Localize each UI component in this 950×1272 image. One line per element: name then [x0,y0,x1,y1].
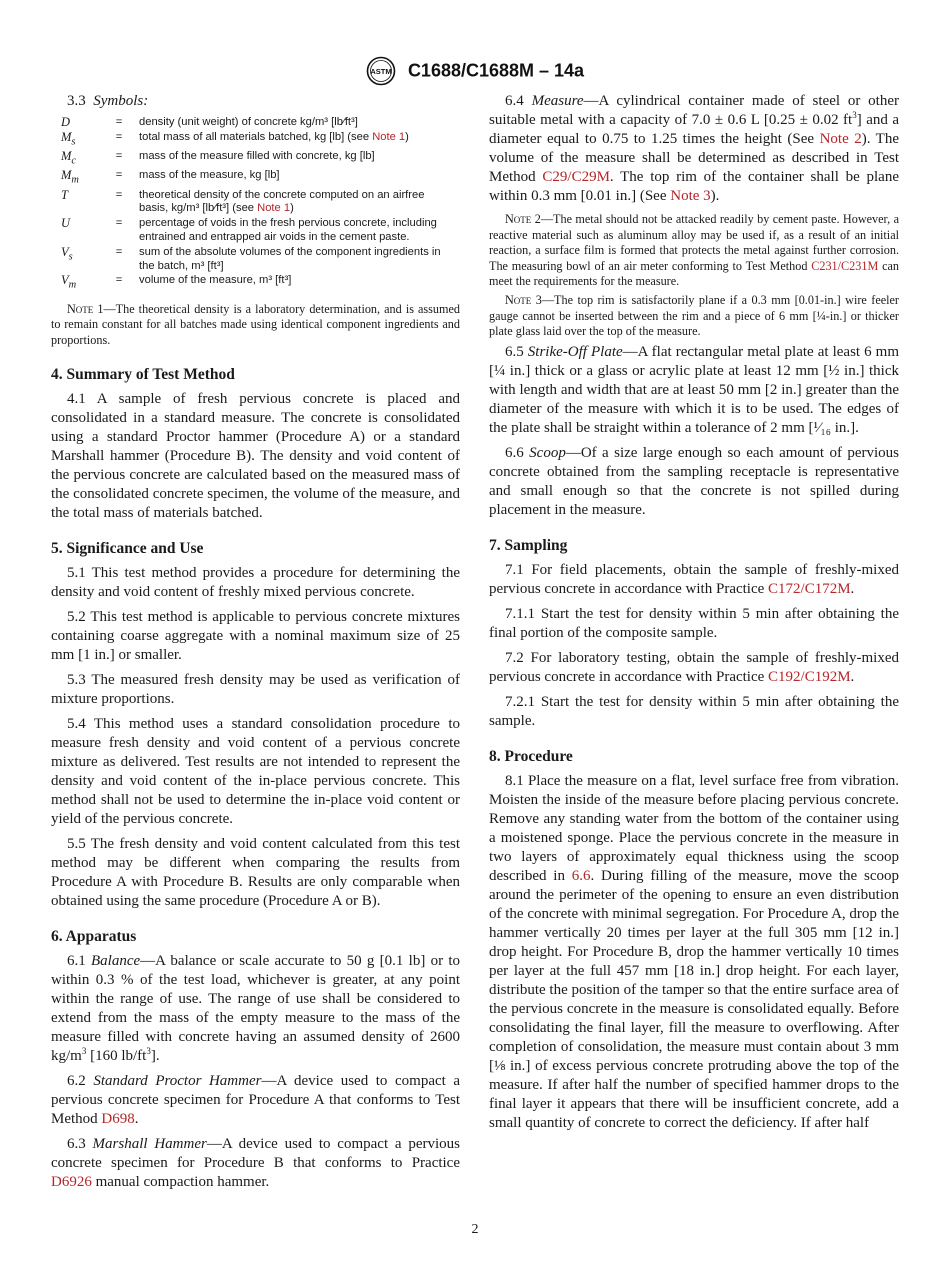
note-2-link[interactable]: Note 2 [819,131,862,147]
section-7-heading: 7. Sampling [489,536,568,554]
section-6-heading: 6. Apparatus [51,927,137,945]
paragraph-5-3: 5.3 The measured fresh density may be used as verification of mixture proportions. [51,671,460,707]
note-2: Note 2—The metal should not be attacked readily by cement paste. However, a reactive material such as aluminum alloy may be used if, as a result of an initial reaction, a surface film is formed that protects the metal against further corrosion. The measuring bowl of an air meter conforming to Test Method C231/C231M can meet the requirements for the measure. [489,212,900,289]
paragraph-7-2: 7.2 For laboratory testing, obtain the sample of freshly-mixed pervious concrete in accordance with Practice C192/C192M. [489,649,899,685]
note-1: Note 1—The theoretical density is a laboratory determination, and is assumed to remain constant for all batches made using identical component ingredients and proportions. [51,301,460,347]
symbol-row: U = percentage of voids in the fresh pervious concrete, including entrained and entrapped air voids in the cement paste. [61,216,437,244]
astm-logo-icon [366,56,396,86]
paragraph-7-2-1: 7.2.1 Start the test for density within 5 min after obtaining the sample. [489,693,899,729]
paragraph-6-1: 6.1 Balance—A balance or scale accurate to 50 g [0.1 lb] or to within 0.3 % of the test load, whichever is greater, at any point within the range of use. The range of use shall be considered to extend from the mass of the empty measure to the mass of the measure filled with concrete having an assumed density of 2600 $kg/m^3$ [160 $lb/ft^3$]. [51,952,461,1064]
left-column [51,92,460,1198]
symbol-row: D = density (unit weight) of concrete kg/m³ [lb⁄ft³] [61,115,358,129]
page-header [0,56,950,86]
c192-link[interactable]: C192/C192M [768,668,851,685]
d6926-link[interactable]: D6926 [51,1173,92,1190]
symbols-title: 3.3 Symbols: [67,93,149,109]
paragraph-6-6: 6.6 Scoop—Of a size large enough so each amount of pervious concrete obtained from the sampling receptacle is representative and small enough so that the concrete is not spilled during placement in the measure. [489,444,899,518]
c172-link[interactable]: C172/C172M [768,580,851,597]
paragraph-6-4: 6.4 Measure—A cylindrical container made of steel or other suitable metal with a capacity of 7.0 ± 0.6 L [0.25 ± 0.02 $ft^3$] and a diameter equal to 0.75 to 1.25 times the height (See Note 2). The volume of the measure shall be determined as described in Test Method C29/C29M. The top rim of the container shall be plane within 0.3 mm [0.01 in.] (See Note 3). [489,93,899,204]
standard-designation: C1688/C1688M – 14a [407,60,585,81]
symbol-row: $V_s$ = sum of the absolute volumes of the component ingredients in the batch, m³ [ft³] [61,244,441,272]
paragraph-6-3: 6.3 Marshall Hammer—A device used to compact a pervious concrete specimen for Procedure B that conforms to Practice D6926 manual compaction hammer. [51,1135,461,1190]
symbol-row: $M_c$ = mass of the measure filled with concrete, kg [lb] [61,149,375,167]
paragraph-5-4: 5.4 This method uses a standard consolidation procedure to measure fresh density and void content of a pervious concrete mixture as delivered. Test results are not intended to represent the density and void content of the in-place pervious concrete. This method shall not be used to determine the in-place void content or yield of the pervious concrete. [51,715,460,827]
section-5-heading: 5. Significance and Use [51,539,204,557]
symbol-row: $M_s$ = total mass of all materials batched, kg [lb] (see Note 1) [61,129,409,148]
page-number: 2 [471,1222,479,1237]
section-8-heading: 8. Procedure [489,747,573,765]
symbol-row: $M_m$ = mass of the measure, kg [lb] [61,168,280,186]
paragraph-7-1: 7.1 For field placements, obtain the sample of freshly-mixed pervious concrete in accordance with Practice C172/C172M. [489,561,899,597]
paragraph-4-1: 4.1 A sample of fresh pervious concrete is placed and consolidated in a standard measure. The concrete is consolidated using a standard Proctor hammer (Procedure A) or a standard Marshall hammer (Procedure B). The density and void content of the pervious concrete are calculated based on the measured mass of the consolidated concrete specimen, the volume of the measure, and the total mass of materials batched. [51,390,460,521]
note-1-link[interactable]: Note 1 [372,130,406,143]
section-6-6-link[interactable]: 6.6 [571,867,591,884]
symbols-table [61,116,456,294]
note-3: Note 3—The top rim is satisfactorily plane if a 0.3 mm [0.01-in.] wire feeler gauge cannot be inserted between the rim and a piece of 6 mm [¼-in.] or thicker plate glass laid over the top of the measure. [489,292,899,339]
d698-link[interactable]: D698 [101,1110,135,1127]
note-1-link[interactable]: Note 1 [257,202,291,215]
section-4-heading: 4. Summary of Test Method [51,365,235,383]
right-column [489,92,899,1139]
paragraph-5-2: 5.2 This test method is applicable to pervious concrete mixtures containing coarse aggregate with a nominal maximum size of 25 mm [1 in.] or smaller. [51,608,460,663]
note-3-link[interactable]: Note 3 [670,188,711,204]
symbol-row: T = theoretical density of the concrete computed on an airfree basis, kg/m³ [lb⁄ft³] (see Note 1) [61,187,425,215]
paragraph-5-1: 5.1 This test method provides a procedure for determining the density and void content of freshly mixed pervious concrete. [51,564,460,600]
paragraph-6-5: 6.5 Strike-Off Plate—A flat rectangular metal plate at least 6 mm [¼ in.] thick or a glass or acrylic plate at least 12 mm [½ in.] thick with length and width that are at least 50 mm [2 in.] greater than the diameter of the measure with which it is to be used. The edges of the plate shall be straight within a tolerance of 2 mm [¹⁄₁₆ in.]. [489,343,899,436]
paragraph-8-1: 8.1 Place the measure on a flat, level surface free from vibration. Moisten the inside of the measure before placing pervious concrete. Remove any standing water from the bottom of the container using a moistened sponge. Place the pervious concrete in the measure in two layers of approximately equal thickness using the scoop described in 6.6. During filling of the measure, move the scoop around the perimeter of the opening to ensure an even distribution of the concrete with minimal segregation. For Procedure A, drop the hammer vertically 20 times per layer at the full 305 mm [12 in.] drop height. For Procedure B, drop the hammer vertically 10 times per layer at the full 457 mm [18 in.] drop height. For each layer, distribute the position of the tamper so that the entire surface area of the pervious concrete in the measure is consolidated equally. Before consolidating the final layer, fill the measure to overflowing. After completion of consolidation, the measure must contain about 3 mm [⅛ in.] of excess pervious concrete protruding above the top of the measure. If after half the number of specified hammer drops to the final layer it appears that there will be insufficient concrete, add a small quantity of concrete to correct the deficiency. If after half [489,772,899,1131]
paragraph-6-2: 6.2 Standard Proctor Hammer—A device used to compact a pervious concrete specimen for Procedure A that conforms to Test Method D698. [51,1072,461,1127]
logo-text: ASTM [370,67,392,76]
c29-link[interactable]: C29/C29M [542,169,610,185]
paragraph-7-1-1: 7.1.1 Start the test for density within 5 min after obtaining the final portion of the composite sample. [489,605,899,641]
c231-link[interactable]: C231/C231M [811,258,879,273]
symbol-row: $V_m$ = volume of the measure, m³ [ft³] [61,273,292,291]
paragraph-5-5: 5.5 The fresh density and void content calculated from this test method may be different when comparing the results from Procedure A with Procedure B. Results are only comparable when obtained using the same procedure (Procedure A or B). [51,835,460,909]
